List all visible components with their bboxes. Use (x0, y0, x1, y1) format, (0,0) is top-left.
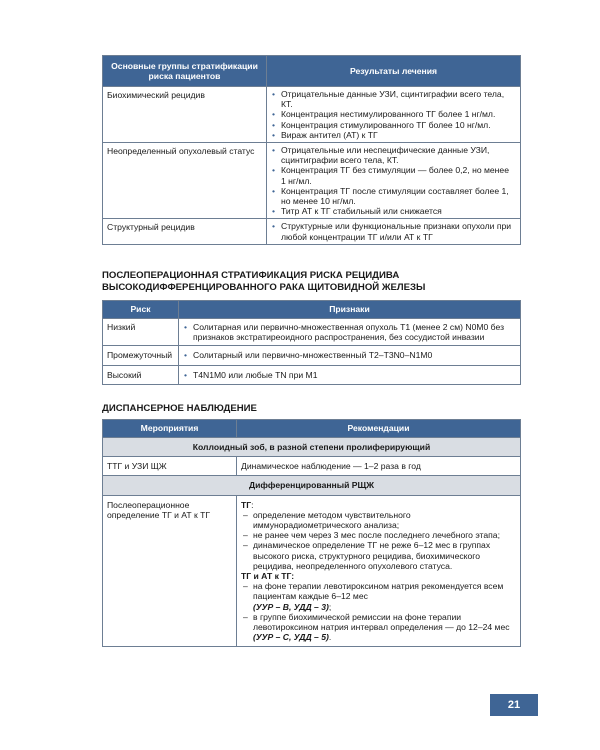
group-cell: Биохимический рецидив (103, 87, 267, 143)
tgat-label: ТГ и АТ к ТГ (241, 571, 292, 582)
table-row (103, 346, 521, 365)
section-row (103, 476, 521, 495)
table-row (103, 219, 521, 244)
risk-cell: Высокий (103, 365, 179, 384)
signs-cell (179, 319, 521, 346)
measure-cell: Послеоперационное определение ТГ и АТ к ТГ (103, 495, 237, 647)
list-item: • Отрицательные данные УЗИ, сцинтиграфии всего тела, КТ. (271, 89, 516, 109)
risk-table (102, 300, 521, 385)
heading-line: ВЫСОКОДИФФЕРЕНЦИРОВАННОГО РАКА ЩИТОВИДНОЙ ЖЕЛЕЗЫ (102, 282, 426, 293)
header-risk: Риск (103, 301, 179, 319)
tg-label: ТГ (241, 499, 252, 510)
risk-cell: Промежуточный (103, 346, 179, 365)
evidence-note: (УУР – С, УДД – 5) (253, 632, 329, 643)
list-item: • Концентрация ТГ после стимуляции составляет более 1, но менее 10 нг/мл. (271, 186, 516, 206)
signs-cell (179, 365, 521, 384)
table-row (103, 457, 521, 476)
list-item: • Т4N1M0 или любые ТN при М1 (183, 370, 516, 380)
table-row (103, 143, 521, 219)
list-item: – не ранее чем через 3 мес после последнего лечебного этапа; (241, 530, 516, 540)
section-differentiated-cancer: Дифференцированный РЩЖ (103, 476, 521, 495)
results-table (102, 55, 521, 245)
list-item: • Концентрация нестимулированного ТГ более 1 нг/мл. (271, 109, 516, 119)
table-row (103, 87, 521, 143)
list-item: • Солитарный или первично-множественный Т2–Т3N0–N1M0 (183, 350, 516, 360)
list-item: • Отрицательные или неспецифические данные УЗИ, сцинтиграфии всего тела, КТ. (271, 145, 516, 165)
tg-label-line: ТГ: (241, 499, 254, 510)
header-measures: Мероприятия (103, 420, 237, 438)
list-item: • Концентрация стимулированного ТГ более 10 нг/мл. (271, 120, 516, 130)
results-cell (267, 87, 521, 143)
table-header-row (103, 301, 521, 319)
list-item: • Титр АТ к ТГ стабильный или снижается (271, 206, 516, 216)
header-results: Результаты лечения (267, 56, 521, 87)
list-item: – на фоне терапии левотироксином натрия рекомендуется всем пациентам каждые 6–12 мес (УУР – В, УДД – 3); (241, 581, 516, 612)
list-item: • Концентрация ТГ без стимуляции — более 0,2, но менее 1 нг/мл. (271, 165, 516, 185)
list-item: – динамическое определение ТГ не реже 6–12 мес в группах высокого риска, структурного рецидива, биохимического рецидива, неопределенного опухолевого статуса. (241, 540, 516, 571)
followup-table (102, 419, 521, 647)
recommendation-cell: Динамическое наблюдение — 1–2 раза в год (237, 457, 521, 476)
header-groups: Основные группы стратификации риска пациентов (103, 56, 267, 87)
list-item: • Вираж антител (АТ) к ТГ (271, 130, 516, 140)
list-item: • Солитарная или первично-множественная опухоль Т1 (менее 2 см) N0M0 без признаков экстратиреоидного распространения, без сосудистой инвазии (183, 322, 516, 342)
item-text: в группе биохимической ремиссии на фоне терапии левотироксином натрия интервал определения — до 12–24 мес (253, 611, 510, 633)
group-cell: Структурный рецидив (103, 219, 267, 244)
list-item: • Структурные или функциональные признаки опухоли при любой концентрации ТГ и/или АТ к ТГ (271, 221, 516, 241)
measure-cell: ТТГ и УЗИ ЩЖ (103, 457, 237, 476)
signs-cell (179, 346, 521, 365)
recommendation-cell (237, 495, 521, 647)
section-heading-followup: ДИСПАНСЕРНОЕ НАБЛЮДЕНИЕ (102, 403, 257, 414)
tgat-label-line: ТГ и АТ к ТГ: (241, 571, 295, 582)
table-row (103, 365, 521, 384)
header-signs: Признаки (179, 301, 521, 319)
table-row (103, 319, 521, 346)
results-cell (267, 143, 521, 219)
results-cell (267, 219, 521, 244)
table-header-row (103, 420, 521, 438)
page-number: 21 (490, 694, 538, 716)
header-recommendations: Рекомендации (237, 420, 521, 438)
table-header-row (103, 56, 521, 87)
section-heading-stratification (102, 270, 522, 294)
group-cell: Неопределенный опухолевый статус (103, 143, 267, 219)
list-item: – в группе биохимической ремиссии на фоне терапии левотироксином натрия интервал определения — до 12–24 мес (УУР – С, УДД – 5). (241, 612, 516, 643)
section-colloid-goiter: Коллоидный зоб, в разной степени пролиферирующий (103, 438, 521, 457)
list-item: – определение методом чувствительного иммунорадиометрического анализа; (241, 510, 516, 530)
section-row (103, 438, 521, 457)
table-row (103, 495, 521, 647)
item-text: на фоне терапии левотироксином натрия рекомендуется всем пациентам каждые 6–12 мес (253, 581, 504, 602)
heading-line: ПОСЛЕОПЕРАЦИОННАЯ СТРАТИФИКАЦИЯ РИСКА РЕЦИДИВА (102, 270, 400, 281)
evidence-note: (УУР – В, УДД – 3) (253, 601, 329, 612)
risk-cell: Низкий (103, 319, 179, 346)
